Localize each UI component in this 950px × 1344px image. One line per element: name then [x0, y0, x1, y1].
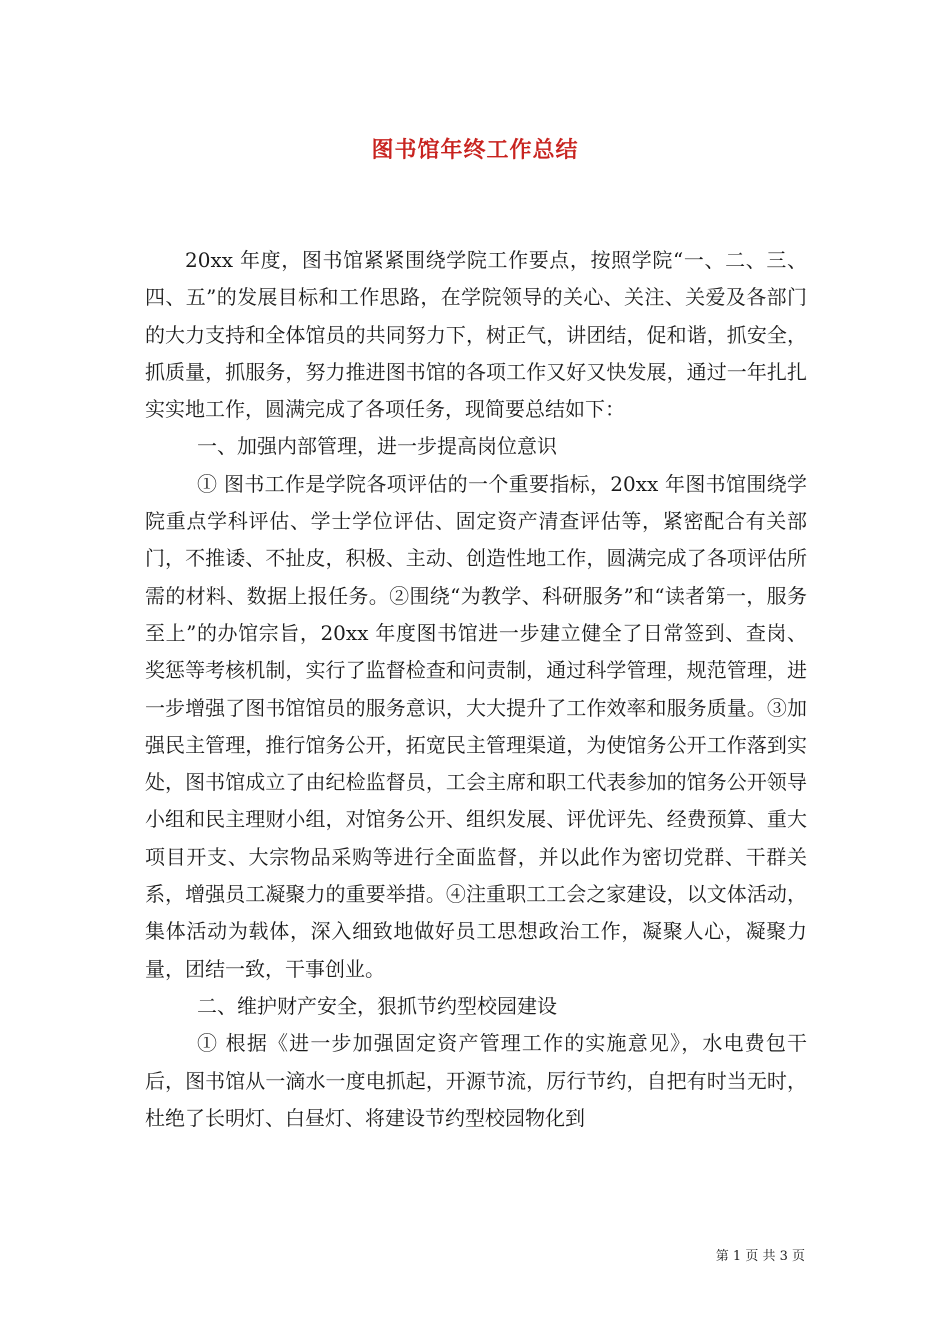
section-2-paragraph: ① 根据《进一步加强固定资产管理工作的实施意见》，水电费包干后，图书馆从一滴水一度电抓起，开源节流，厉行节约，自把有时当无时，杜绝了长明灯、白昼灯、将建设节约型校园物化到 — [145, 1031, 807, 1130]
intro-paragraph: 20xx 年度，图书馆紧紧围绕学院工作要点，按照学院“一、二、三、四、五”的发展目标和工作思路，在学院领导的关心、关注、关爱及各部门的大力支持和全体馆员的共同努力下，树正气，讲团结，促和谐，抓安全，抓质量，抓服务，努力推进图书馆的各项工作又好又快发展，通过一年扎扎实实地工作，圆满完成了各项任务，现简要总结如下： — [145, 248, 807, 422]
section-heading-1: 一、加强内部管理，进一步提高岗位意识 — [197, 434, 557, 459]
section-1-paragraph: ① 图书工作是学院各项评估的一个重要指标，20xx 年图书馆围绕学院重点学科评估、学士学位评估、固定资产清查评估等，紧密配合有关部门，不推诿、不扯皮，积极、主动、创造性地工作，圆满完成了各项评估所需的材料、数据上报任务。②围绕“为教学、科研服务”和“读者第一，服务至上”的办馆宗旨，20xx 年度图书馆进一步建立健全了日常签到、查岗、奖惩等考核机制，实行了监督检查和问责制，通过科学管理，规范管理，进一步增强了图书馆馆员的服务意识，大大提升了工作效率和服务质量。③加强民主管理，推行馆务公开，拓宽民主管理渠道，为使馆务公开工作落到实处，图书馆成立了由纪检监督员，工会主席和职工代表参加的馆务公开领导小组和民主理财小组，对馆务公开、组织发展、评优评先、经费预算、重大项目开支、大宗物品采购等进行全面监督，并以此作为密切党群、干群关系，增强员工凝聚力的重要举措。④注重职工工会之家建设，以文体活动，集体活动为载体，深入细致地做好员工思想政治工作，凝聚人心，凝聚力量，团结一致，干事创业。 — [145, 471, 807, 981]
section-heading-2: 二、维护财产安全，狠抓节约型校园建设 — [197, 993, 557, 1018]
document-body — [145, 242, 807, 1137]
document-title: 图书馆年终工作总结 — [371, 138, 579, 163]
page-number: 第 1 页 共 3 页 — [715, 1249, 805, 1264]
